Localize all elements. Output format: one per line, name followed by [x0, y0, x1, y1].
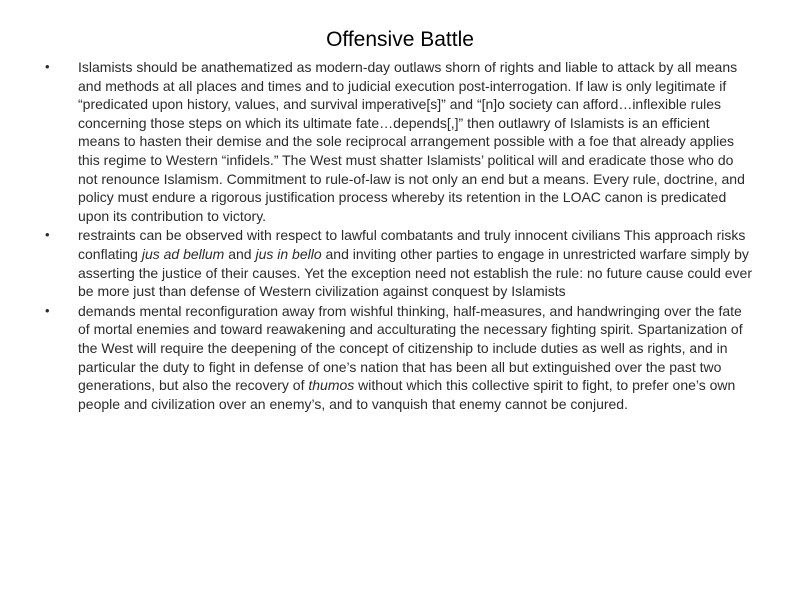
- bullet-text: demands mental reconfiguration away from wishful thinking, half-measures, and handwringing over the fate of mortal enemies and toward reawakening and acculturating the necessary fighting spirit. Spartanization of the West will require the deepening of the concept of citizenship to include duties as well as rights, and in particular the duty to fight in defense of one’s nation that has been all but extinguished over the past two generations, but also the recovery of: [78, 302, 743, 394]
- bullet-marker: •: [45, 59, 50, 74]
- bullet-marker: •: [45, 227, 50, 243]
- bullet-text: and: [224, 245, 256, 262]
- bullet-text: and inviting other parties to engage in unrestricted warfare simply by asserting the justice of their causes. Yet the exception need not establish the rule: no future cause could ever be more just than defense of Western civilization against conquest by Islamists: [78, 245, 752, 300]
- bullet-text: restraints can be observed with respect to lawful combatants and truly innocent civilians This approach risks conflating: [78, 227, 746, 262]
- bullet-item: [38, 226, 754, 300]
- bullet-item: [38, 302, 754, 414]
- bullet-list: [38, 58, 754, 414]
- latin-term-jus-ad-bellum: jus ad bellum: [141, 245, 225, 262]
- bullet-marker: •: [45, 302, 50, 318]
- bullet-text: without which this collective spirit to fight, to prefer one’s own people and civilization over an enemy’s, and to vanquish that enemy cannot be conjured.: [78, 377, 736, 412]
- latin-term-jus-in-bello: jus in bello: [255, 245, 322, 262]
- bullet-text: Islamists should be anathematized as modern-day outlaws shorn of rights and liable to attack by all means and methods at all places and times and to judicial execution post-interrogation. If law is only legitimate if “predicated upon history, values, and survival imperative[s]” and “[n]o society can afford…inflexible rules concerning those steps on which its ultimate fate…depends[,]” then outlawry of Islamists is an efficient means to hasten their demise and the sole reciprocal arrangement possible with a foe that already applies this regime to Western “infidels.” The West must shatter Islamists’ political will and eradicate those who do not renounce Islamism. Commitment to rule-of-law is not only an end but a means. Every rule, doctrine, and policy must endure a rigorous justification process whereby its retention in the LOAC canon is predicated upon its contribution to victory.: [78, 59, 745, 224]
- greek-term-thumos: thumos: [308, 377, 355, 394]
- bullet-item: [38, 58, 754, 225]
- slide-title: Offensive Battle: [326, 28, 474, 51]
